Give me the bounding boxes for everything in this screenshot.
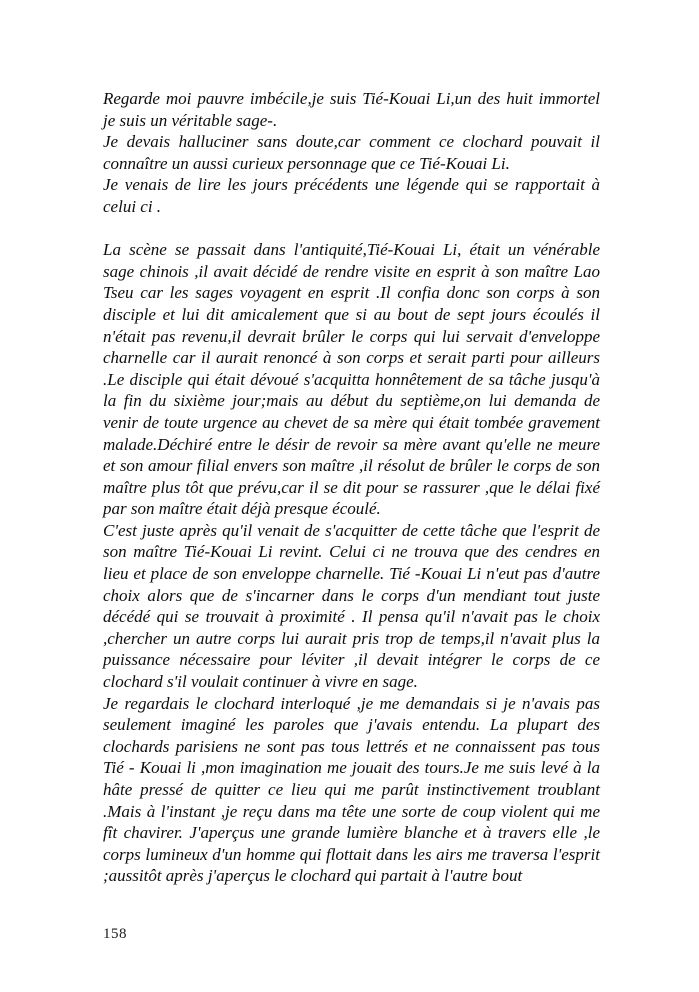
paragraph-blank-line bbox=[103, 218, 600, 240]
paragraph: Je venais de lire les jours précédents une légende qui se rapportait à celui ci . bbox=[103, 175, 600, 216]
text-block bbox=[103, 88, 600, 887]
paragraph: C'est juste après qu'il venait de s'acquitter de cette tâche que l'esprit de son maître Tié-Kouai Li revint. Celui ci ne trouva que des cendres en lieu et place de son enveloppe charnelle. Tié -Kouai Li n'eut pas d'autre choix alors que de s'incarner dans le corps d'un mendiant tout juste décédé qui se trouvait à proximité . Il pensa qu'il n'avait pas le choix ,chercher un autre corps lui aurait pris trop de temps,il n'avait plus la puissance nécessaire pour léviter ,il devait intégrer le corps de ce clochard s'il voulait continuer à vivre en sage. bbox=[103, 520, 600, 692]
page-number: 158 bbox=[103, 926, 127, 943]
paragraph: Regarde moi pauvre imbécile,je suis Tié-Kouai Li,un des huit immortel je suis un véritable sage-. bbox=[103, 89, 600, 130]
paragraph: Je devais halluciner sans doute,car comment ce clochard pouvait il connaître un aussi curieux personnage que ce Tié-Kouai Li. bbox=[103, 132, 600, 173]
paragraph: Je regardais le clochard interloqué ,je me demandais si je n'avais pas seulement imaginé les paroles que j'avais entendu. La plupart des clochards parisiens ne sont pas tous lettrés et ne connaissent pas tous Tié - Kouai li ,mon imagination me jouait des tours.Je me suis levé à la hâte pressé de quitter ce lieu qui me parût instinctivement troublant .Mais à l'instant ,je reçu dans ma tête une sorte de coup violent qui me fît chavirer. J'aperçus une grande lumière blanche et à travers elle ,le corps lumineux d'un homme qui flottait dans les airs me traversa l'esprit ;aussitôt après j'aperçus le clochard qui partait à l'autre bout bbox=[103, 693, 600, 886]
paragraph: La scène se passait dans l'antiquité,Tié-Kouai Li, était un vénérable sage chinois ,il avait décidé de rendre visite en esprit à son maître Lao Tseu car les sages voyagent en esprit .Il confia donc son corps à son disciple et lui dit amicalement que si au bout de sept jours écoulés il n'était pas revenu,il devrait brûler le corps qui lui servait d'enveloppe charnelle car il aurait renoncé à son corps et serait parti pour ailleurs .Le disciple qui était dévoué s'acquitta honnêtement de sa tâche jusqu'à la fin du sixième jour;mais au début du septième,on lui demanda de venir de toute urgence au chevet de sa mère qui était tombée gravement malade.Déchiré entre le désir de revoir sa mère avant qu'elle ne meure et son amour filial envers son maître ,il résolut de brûler le corps de son maître plus tôt que prévu,car il se dit pour se rassurer ,que le délai fixé par son maître était déjà presque écoulé. bbox=[103, 240, 600, 519]
